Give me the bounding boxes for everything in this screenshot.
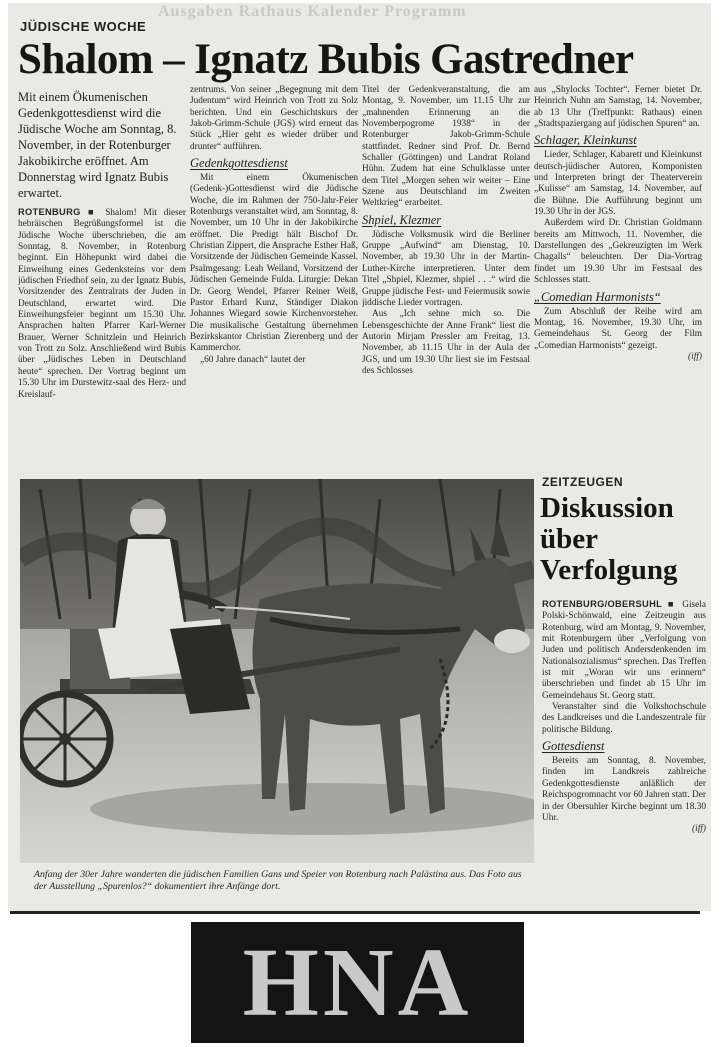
paragraph: Bereits am Sonntag, 8. November, finden im Landkreis zahlreiche Gedenkgottesdienste anläßlich der Reichspogromnacht vor 60 Jahren statt. Der in der Obersuhler Kirche beginnt um 18.30 Uhr. xyxy=(542,756,706,823)
paragraph: Mit einem Ökumenischen (Gedenk-)Gottesdienst wird die Jüdische Woche, die im Rahmen der 750-Jahr-Feier Rotenburgs veranstaltet wird, am Sonntag, 8. November, um 10 Uhr in der Jakobikirche eröffnet. Die Predigt hält Bischof Dr. Christian Zippert, die Ansprache Esther Haß, Vorsitzende der Jüdischen Gemeinde Kassel. Psalmgesang: Leah Weiland, Vorsitzend der Jüdischen Gemeinde Fulda. Liturgie: Dekan Dr. Georg Wendel, Pfarrer Reiner Weiß, Pastor Erhard Kunz, Ständiger Diakon Johannes Wiegard sowie Kirchenvorsteher. Die musikalische Gestaltung übernehmen Bezirkskantor Christian Zierenberg und der Kammerchor. xyxy=(190,173,358,354)
paragraph: zentrums. Von seiner „Begegnung mit dem Judentum“ wird Heinrich von Trott zu Solz berichten. Und ein Geschichtskurs der Jakob-Grimm-Schule (JGS) wird erneut das Stück „Hier geht es wieder drüber und drunter“ aufführen. xyxy=(190,85,358,152)
section-kicker: JÜDISCHE WOCHE xyxy=(20,19,147,34)
hna-logo xyxy=(191,922,524,1043)
subheading-gedenkgottesdienst: Gedenkgottesdienst xyxy=(190,156,288,171)
main-headline: Shalom – Ignatz Bubis Gastredner xyxy=(18,36,634,83)
paragraph: „60 Jahre danach“ lautet der xyxy=(200,354,306,365)
sidebar-headline: Diskussion über Verfolgung xyxy=(540,492,678,586)
photo-caption: Anfang der 30er Jahre wanderten die jüdischen Familien Gans und Speier von Rotenburg nach Palästina aus. Das Foto aus der Ausstellung „Spurenlos?“ dokumentiert ihre Anfänge dort. xyxy=(34,869,522,892)
lead-paragraph: ROTENBURG ■ Shalom! Mit dieser hebräischen Begrüßungsformel ist die Jüdische Woche überschrieben, die am Sonntag, 8. November, in Rotenburg beginnt. Ein Höhepunkt wird dabei die Einweihung eines Gedenksteins vor dem jüdischen Friedhof sein, zu der Ignatz Bubis, Vorsitzender des Zentralrats der Juden in Deutschland, erwartet wird. Die Einweihungsfeier beginnt um 15.30 Uhr. Ansprachen halten Pfarrer Karl-Werner Brauer, Werner Schnitzlein und Heinrich von Trott zu Solz. Anschließend wird Bubis über „Jüdisches Leben in Deutschland heute“ sprechen. Der Vortrag beginnt um 15.30 Uhr im Durstewitz-saal des Herz- und Kreislauf- xyxy=(18,207,186,400)
subheading-gottesdienst: Gottesdienst xyxy=(542,739,605,754)
intro-teaser: Mit einem Ökumenischen Gedenkgottesdienst wird die Jüdische Woche am Sonntag, 8. November, in der Rotenburger Jakobikirche eröffnet. Am Donnerstag wird Ignatz Bubis erwartet. xyxy=(18,90,177,200)
historic-photo xyxy=(20,479,534,863)
newspaper-clipping xyxy=(8,3,711,911)
sidebar-lead: ROTENBURG/OBERSUHL ■ Gisela Polski-Schönwald, eine Zeitzeugin aus Rotenburg, wird am Montag, 9. November, mit Rotenburgern über „Verfolgung von Juden und politisch Andersdenkenden im Nationalsozialismus“ sprechen. Das Treffen ist mit „Woran wir uns erinnern“ überschrieben und findet ab 15 Uhr im Gemeindehaus St. Georg statt. xyxy=(542,599,706,701)
article-column-4 xyxy=(534,85,702,459)
paragraph: Zum Abschluß der Reihe wird am Montag, 16. November, 19.30 Uhr, im Gemeindehaus St. Georg der Film „Comedian Harmonists“ gezeigt. xyxy=(534,306,702,351)
bleed-through-text: Ausgaben Rathaus Kalender Programm xyxy=(158,3,467,20)
subheading-shpiel-klezmer: Shpiel, Klezmer xyxy=(362,212,442,227)
paragraph: Lieder, Schlager, Kabarett und Kleinkunst deutsch-jüdischer Autoren, Komponisten und Interpreten bringt der Theaterverein „Kulisse“ am Samstag, 14. November, auf die Bühne. Die Aufführung beginnt um 19.30 Uhr in der JGS. xyxy=(534,150,702,218)
paragraph: Aus „Ich sehne mich so. Die Lebensgeschichte der Anne Frank“ liest die Autorin Mirjam Pressler am Freitag, 13. November, ab 11.15 Uhr in der Aula der JGS, und um 19.30 Uhr liest sie im Festsaal des Schlosses xyxy=(362,309,530,376)
paragraph: aus „Shylocks Tochter“. Ferner bietet Dr. Heinrich Nuhn am Samstag, 14. November, ab 13 Uhr (Treffpunkt: Rathaus) einen „Stadtspaziergang auf jüdischen Spuren“ an. xyxy=(534,85,702,130)
article-column-2 xyxy=(190,85,358,459)
author-signature: (iff) xyxy=(688,351,702,362)
dateline: ROTENBURG ■ xyxy=(18,207,99,217)
paragraph: Veranstalter sind die Volkshochschule des Landkreises und die Landeszentrale für politische Bildung. xyxy=(542,702,706,735)
subheading-comedian-harmonists: „Comedian Harmonists“ xyxy=(534,289,661,304)
article-column-3 xyxy=(362,85,530,459)
photo-illustration xyxy=(20,479,534,863)
sidebar-kicker: ZEITZEUGEN xyxy=(542,475,624,489)
paragraph: Jüdische Volksmusik wird die Berliner Gruppe „Aufwind“ am Dienstag, 10. November, ab 19.30 Uhr in der Martin-Luther-Kirche interpretieren. Unter dem Titel „Shpiel, Klezmer, shpiel . . .“ wird die Gruppe jüdische Fest- und Feiermusik sowie jiddische Lieder vortragen. xyxy=(362,229,530,308)
sidebar-article xyxy=(542,599,706,899)
paragraph: Außerdem wird Dr. Christian Goldmann bereits am Mittwoch, 11. November, die Darstellungen des „Gekreuzigten im Werk Chagalls“ beleuchten. Der Dia-Vortrag findet um 19.30 Uhr im Festsaal des Schlosses statt. xyxy=(534,218,702,286)
subheading-schlager: Schlager, Kleinkunst xyxy=(534,133,637,148)
author-signature: (iff) xyxy=(692,824,706,835)
bottom-rule xyxy=(10,911,700,914)
logo-text: HNA xyxy=(242,929,473,1037)
article-column-1 xyxy=(18,207,186,459)
paragraph: Titel der Gedenkveranstaltung, die am Montag, 9. November, um 11.15 Uhr zur „mahnenden Erinnerung an die Novemberpogrome 1938“ in der Rotenburger Jakob-Grimm-Schule stattfindet. Redner sind Prof. Dr. Bernd Schaller (Göttingen) und Landrat Roland Hühn. Zudem hat eine Schulklasse unter dem Titel „Morgen sehen wir weiter – Eine Szene aus Deutschland im Zweiten Weltkrieg“ erarbeitet. xyxy=(362,85,530,209)
sidebar-dateline: ROTENBURG/OBERSUHL ■ xyxy=(542,599,677,609)
